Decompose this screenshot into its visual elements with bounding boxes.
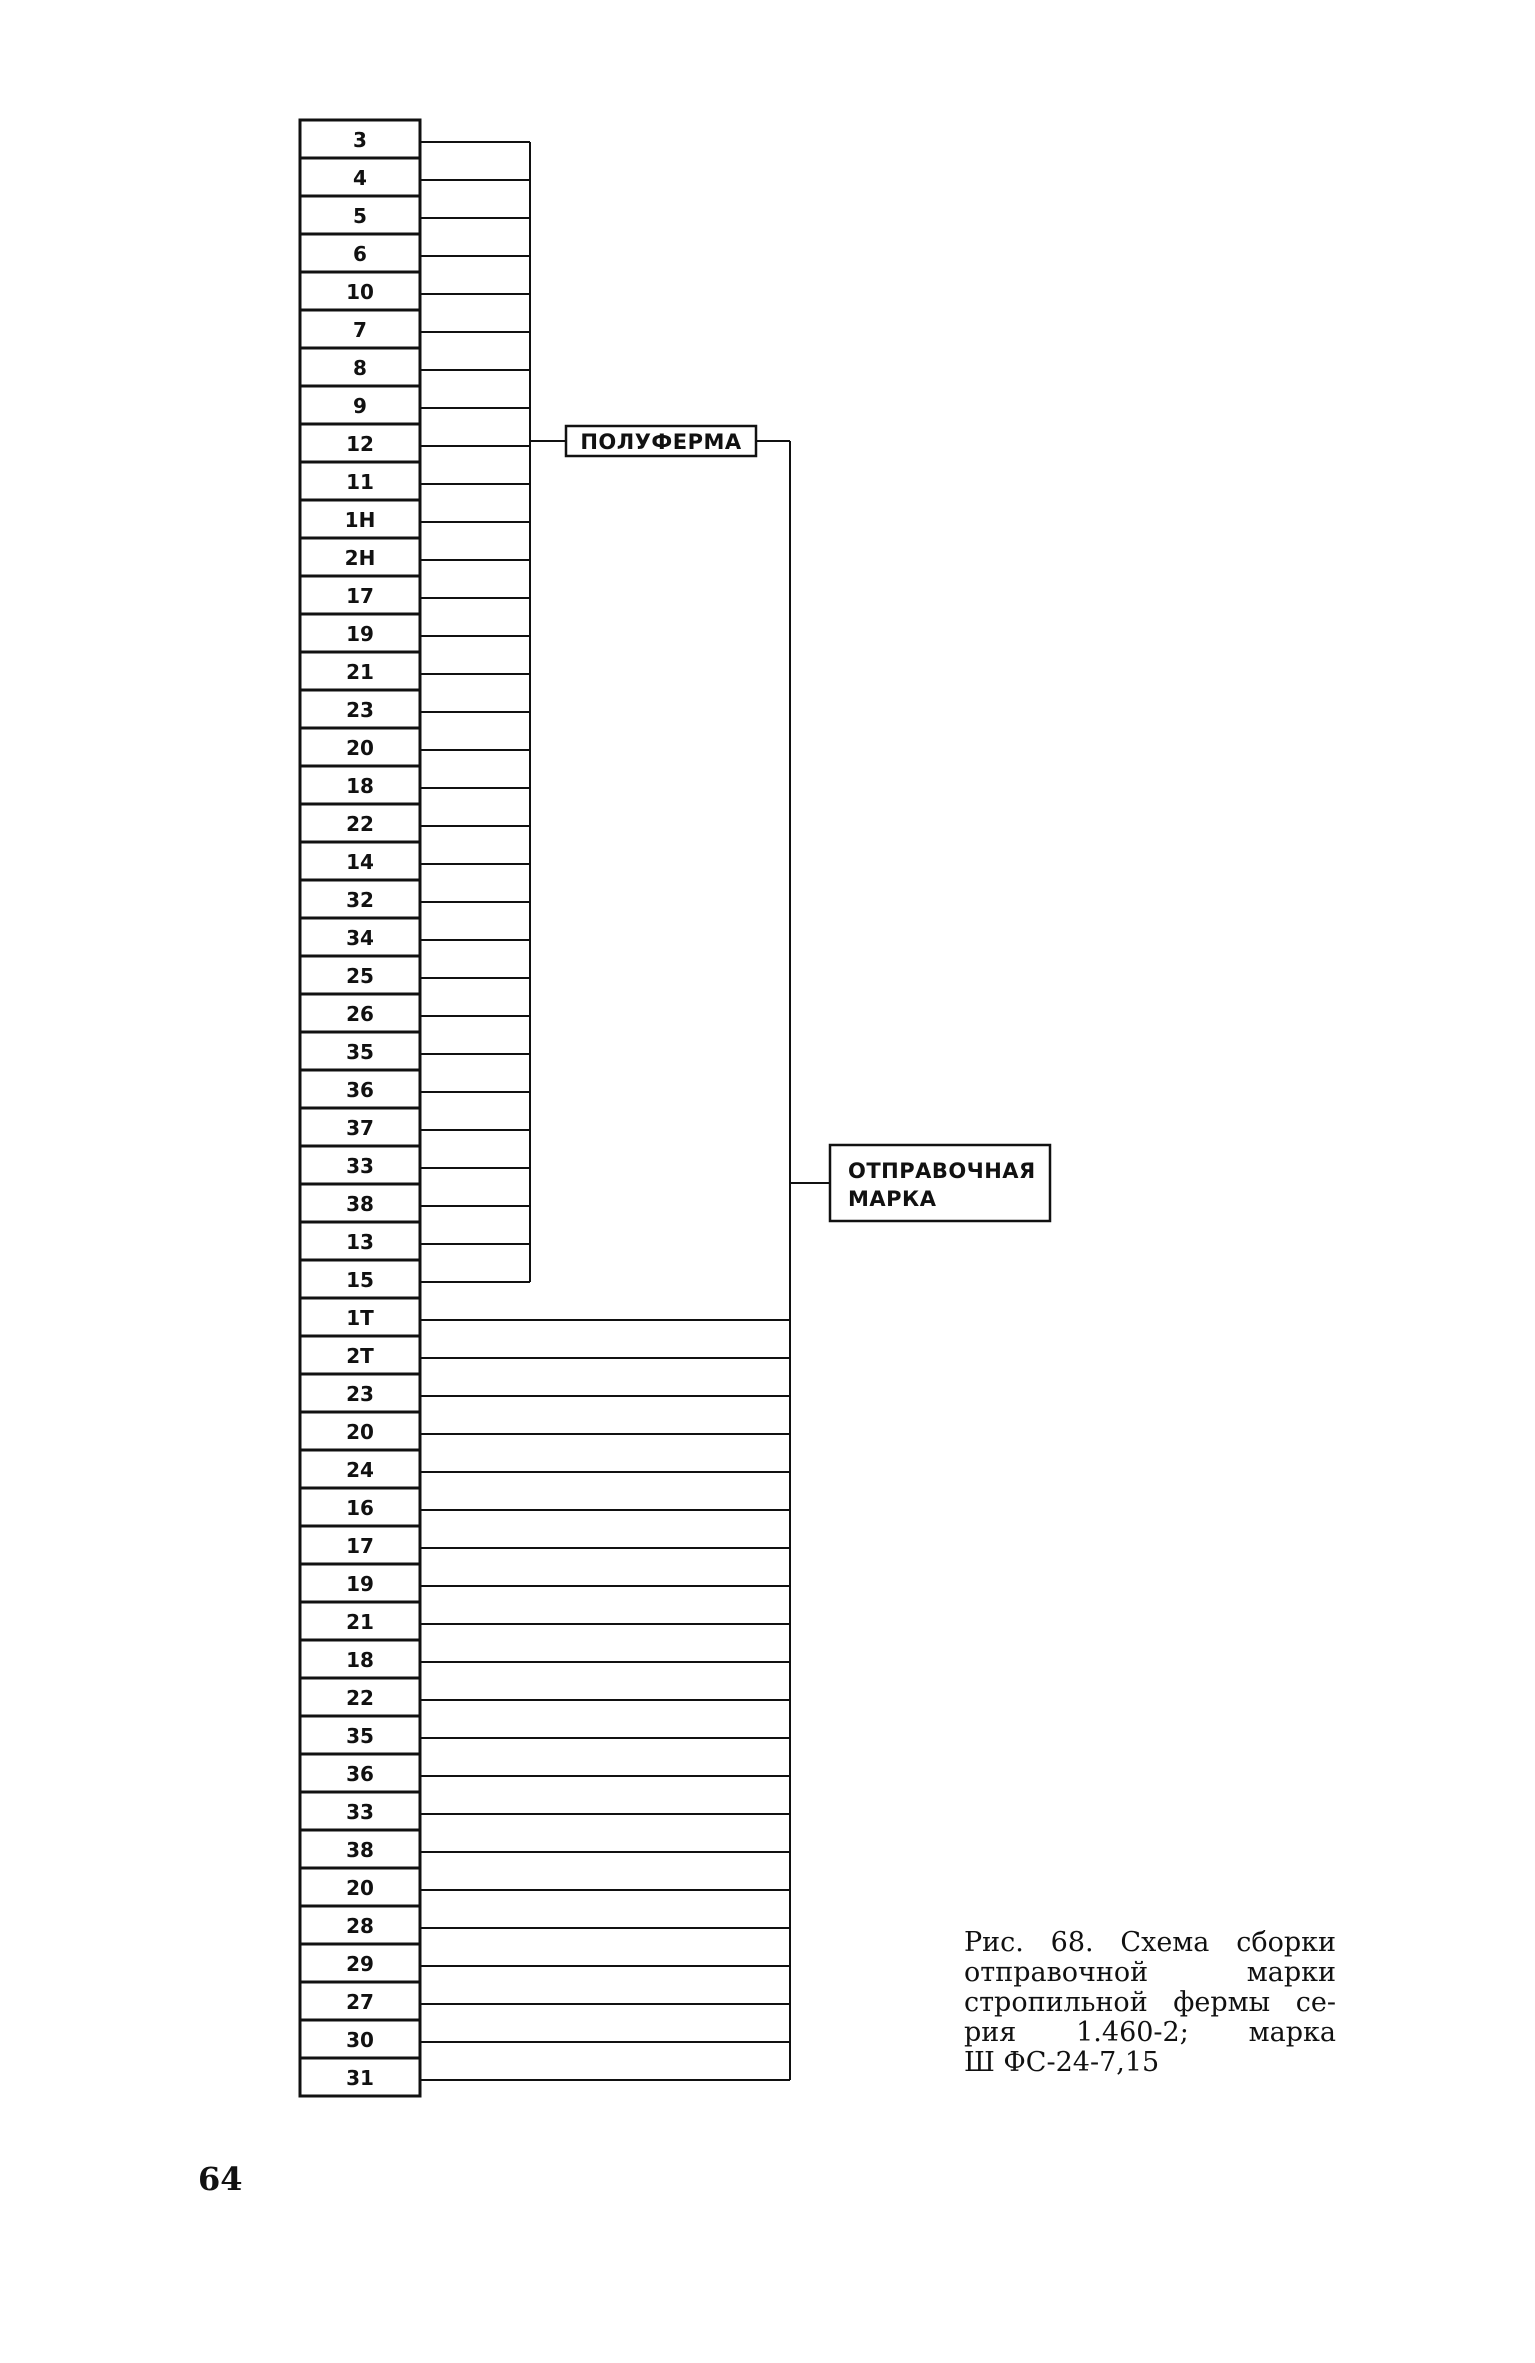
element-number: 6 xyxy=(353,242,367,266)
element-number: 4 xyxy=(353,166,367,190)
element-number: 27 xyxy=(346,1990,374,2014)
element-number: 12 xyxy=(346,432,374,456)
element-number: 20 xyxy=(346,736,374,760)
element-number: 24 xyxy=(346,1458,374,1482)
half-truss-label: ПОЛУФЕРМА xyxy=(580,430,742,454)
element-number: 21 xyxy=(346,660,374,684)
shipping-mark-box xyxy=(830,1145,1050,1221)
element-number: 19 xyxy=(346,622,374,646)
element-number: 9 xyxy=(353,394,367,418)
element-number: 36 xyxy=(346,1762,374,1786)
element-number: 28 xyxy=(346,1914,374,1938)
element-number: 34 xyxy=(346,926,374,950)
element-number: 16 xyxy=(346,1496,374,1520)
element-column xyxy=(300,120,420,2096)
element-number: 17 xyxy=(346,1534,374,1558)
element-number: 22 xyxy=(346,1686,374,1710)
shipping-mark-label-line2: МАРКА xyxy=(848,1187,937,1211)
element-number: 18 xyxy=(346,774,374,798)
element-number: 38 xyxy=(346,1838,374,1862)
element-number: 8 xyxy=(353,356,367,380)
element-number: 5 xyxy=(353,204,367,228)
element-number: 30 xyxy=(346,2028,374,2052)
element-number: 22 xyxy=(346,812,374,836)
element-number: 38 xyxy=(346,1192,374,1216)
half-truss-box xyxy=(566,426,756,456)
caption-line-2: отправочной марки xyxy=(964,1957,1336,1988)
caption-line-5: Ш ФС-24-7,15 xyxy=(964,2047,1160,2078)
element-number: 14 xyxy=(346,850,374,874)
element-number: 33 xyxy=(346,1800,374,1824)
element-number: 11 xyxy=(346,470,374,494)
element-number: 10 xyxy=(346,280,374,304)
element-number: 2Н xyxy=(344,546,376,570)
element-number: 37 xyxy=(346,1116,374,1140)
element-number: 1Т xyxy=(346,1306,374,1330)
caption-line-3: стропильной фермы се- xyxy=(964,1987,1336,2018)
element-number: 21 xyxy=(346,1610,374,1634)
shipping-mark-label-line1: ОТПРАВОЧНАЯ xyxy=(848,1159,1036,1183)
page-number: 64 xyxy=(198,2160,243,2198)
element-number: 25 xyxy=(346,964,374,988)
element-number: 17 xyxy=(346,584,374,608)
element-number: 19 xyxy=(346,1572,374,1596)
element-number: 7 xyxy=(353,318,367,342)
element-number: 13 xyxy=(346,1230,374,1254)
element-number: 35 xyxy=(346,1724,374,1748)
element-number: 15 xyxy=(346,1268,374,1292)
figure-caption xyxy=(964,1928,1336,2078)
element-number: 1Н xyxy=(344,508,376,532)
element-number: 36 xyxy=(346,1078,374,1102)
element-number: 18 xyxy=(346,1648,374,1672)
element-number: 3 xyxy=(353,128,367,152)
caption-line-4: рия 1.460-2; марка xyxy=(964,2017,1336,2048)
element-number: 35 xyxy=(346,1040,374,1064)
element-number: 32 xyxy=(346,888,374,912)
element-number: 26 xyxy=(346,1002,374,1026)
element-number: 29 xyxy=(346,1952,374,1976)
caption-line-1: Рис. 68. Схема сборки xyxy=(964,1927,1336,1958)
element-number: 20 xyxy=(346,1876,374,1900)
element-number: 23 xyxy=(346,1382,374,1406)
element-number: 2Т xyxy=(346,1344,374,1368)
element-number: 33 xyxy=(346,1154,374,1178)
element-number: 23 xyxy=(346,698,374,722)
element-number: 20 xyxy=(346,1420,374,1444)
element-number: 31 xyxy=(346,2066,374,2090)
